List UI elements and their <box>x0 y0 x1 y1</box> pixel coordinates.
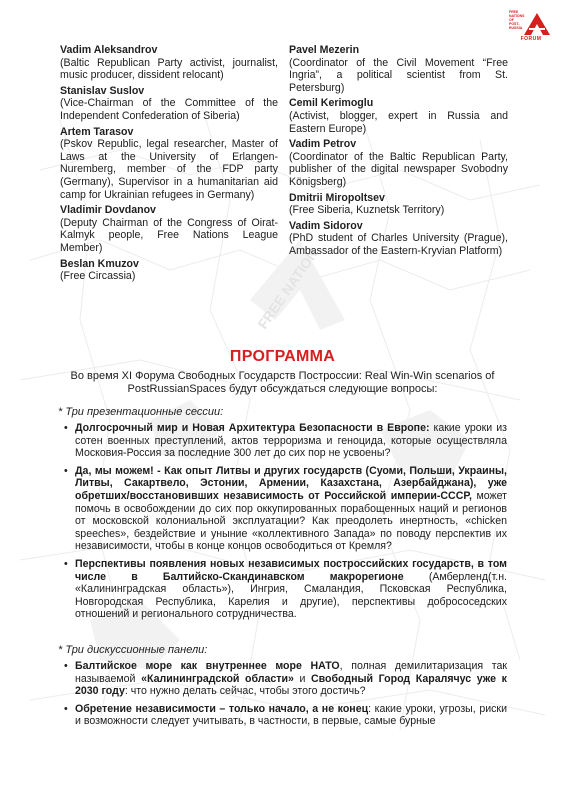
speaker-description: (Coordinator of the Civil Movement “Free Ingria”, a political scientist from St. Petersburg) <box>289 56 508 94</box>
speaker-description: (Activist, blogger, expert in Russia and Eastern Europe) <box>289 109 508 135</box>
speaker-entry <box>60 204 278 254</box>
speaker-name: Vladimir Dovdanov <box>60 204 156 217</box>
speaker-name: Pavel Mezerin <box>289 44 360 56</box>
logo-triangle-icon <box>523 12 551 36</box>
list-item <box>58 703 507 728</box>
bullet-icon: • <box>64 702 68 715</box>
speaker-description: (Free Circassia) <box>60 270 136 283</box>
discussion-panels-label: * Три дискуссионные панели: <box>58 643 208 656</box>
speaker-entry <box>60 258 278 283</box>
item-bold-text: Свободный Город Каралячус уже к 2030 году <box>75 672 507 698</box>
speaker-entry <box>289 220 508 258</box>
speaker-name: Stanislav Suslov <box>60 84 145 97</box>
item-bold-text: Долгосрочный мир и Новая Архитектура Безопасности в Европе: <box>75 422 430 434</box>
program-title: ПРОГРАММА <box>229 348 336 365</box>
program-section <box>58 348 507 733</box>
item-bold-text: Обретение независимости – только начало, а не конец <box>75 702 369 715</box>
speaker-description: (Free Siberia, Kuznetsk Territory) <box>289 204 445 217</box>
speaker-description: (Vice-Chairman of the Committee of the Independent Confederation of Siberia) <box>60 97 278 122</box>
item-text: какие уроки из сотен военных преступлений, актов терроризма и геноцида, которые осуществляла Московия-Россия за последние 300 лет до сих пор не усвоены? <box>75 422 507 460</box>
speaker-description: (Pskov Republic, legal researcher, Master of Laws at the University of Erlangen-Nuremberg, member of the FDP party (Germany), Supervisor in a humanitarian aid camp for Ukrainian refugees in Germany) <box>60 138 278 201</box>
speaker-name: Cemil Kerimoglu <box>289 97 374 110</box>
item-text: и <box>293 672 312 685</box>
list-item <box>58 558 507 621</box>
speaker-description: (PhD student of Charles University (Prague), Ambassador of the Eastern-Kryvian Platform) <box>289 232 508 257</box>
list-item <box>58 465 507 553</box>
item-text: : что нужно делать сейчас, чтобы этого достичь? <box>124 685 366 698</box>
speaker-entry <box>289 97 508 135</box>
item-bold-text: Балтийское море как внутреннее море НАТО <box>75 659 340 672</box>
discussion-panels-list <box>58 660 507 728</box>
item-text: (Амберленд(т.н. «Калининградская область»), Ингрия, Смаландия, Псковская Республика, Новгородская Республика, Карелия и другие), перспективы добрососедских отношений и регионального сотрудничества. <box>75 570 507 621</box>
speaker-entry <box>60 85 278 123</box>
speaker-name: Vadim Aleksandrov <box>60 44 158 56</box>
speaker-entry <box>289 44 508 94</box>
speaker-name: Artem Tarasov <box>60 125 134 138</box>
program-intro: Во время XI Форума Свободных Государств Построссии: Real Win-Win scenarios of PostRussianSpaces будут обсуждаться следующие вопросы: <box>70 370 495 395</box>
item-text: , полная демилитаризация так называемой <box>75 659 507 685</box>
speaker-description: (Baltic Republican Party activist, journalist, music producer, dissident relocant) <box>60 56 278 82</box>
speaker-name: Vadim Sidorov <box>289 219 363 232</box>
item-text: : какие уроки, угрозы, риски и возможности следует учитывать, в частности, в первые, самые бурные <box>75 702 507 728</box>
speaker-name: Dmitrii Miropoltsev <box>289 191 385 204</box>
bullet-icon: • <box>64 422 68 434</box>
list-item <box>58 660 507 698</box>
logo-side-text: FREE NATIONS OF POST-RUSSIA <box>509 10 525 30</box>
speaker-entry <box>60 44 278 82</box>
presentation-sessions-label: * Три презентационные сессии: <box>58 406 224 418</box>
item-text: может помочь в освобождении до сих пор оккупированных порабощенных наций и регионов от московской колониальной эксплуатации? Как преодолеть инертность, «chicken speeches», бездействие и уныние «коллективного Запада» по поводу перспектив их независимости, чтобы в конце концов освободиться от Кремля? <box>75 489 507 553</box>
forum-logo <box>507 6 555 50</box>
speaker-description: (Deputy Chairman of the Congress of Oirat-Kalmyk people, Free Nations League Member) <box>60 216 278 254</box>
item-bold-text: Да, мы можем! - Как опыт Литвы и других государств (Суоми, Польши, Украины, Литвы, Сакартвело, Эстонии, Армении, Казахстана, Азербайджана), уже обретших/восстановивших независимость от Российской империи-СССР, <box>75 464 507 502</box>
speaker-name: Vadim Petrov <box>289 138 357 151</box>
bullet-icon: • <box>64 464 68 477</box>
speaker-entry <box>289 138 508 188</box>
speaker-description: (Coordinator of the Baltic Republican Party, publisher of the digital newspaper Svobodny Königsberg) <box>289 150 508 188</box>
speaker-entry <box>60 126 278 202</box>
bullet-icon: • <box>64 557 68 570</box>
bullet-icon: • <box>64 659 68 672</box>
presentation-sessions-list <box>58 422 507 621</box>
speaker-entry <box>289 192 508 217</box>
speaker-name: Beslan Kmuzov <box>60 257 139 270</box>
watermark-text: FREE NATION <box>254 245 322 332</box>
logo-name: FORUM <box>520 36 542 42</box>
list-item <box>58 422 507 460</box>
item-bold-text: Перспективы появления новых независимых построссийских государств, в том числе в Балтийско-Скандинавском макрорегионе <box>75 557 507 583</box>
speakers-left-column <box>60 44 278 286</box>
speakers-right-column <box>289 44 508 261</box>
item-bold-text: «Калининградской области» <box>141 672 294 685</box>
